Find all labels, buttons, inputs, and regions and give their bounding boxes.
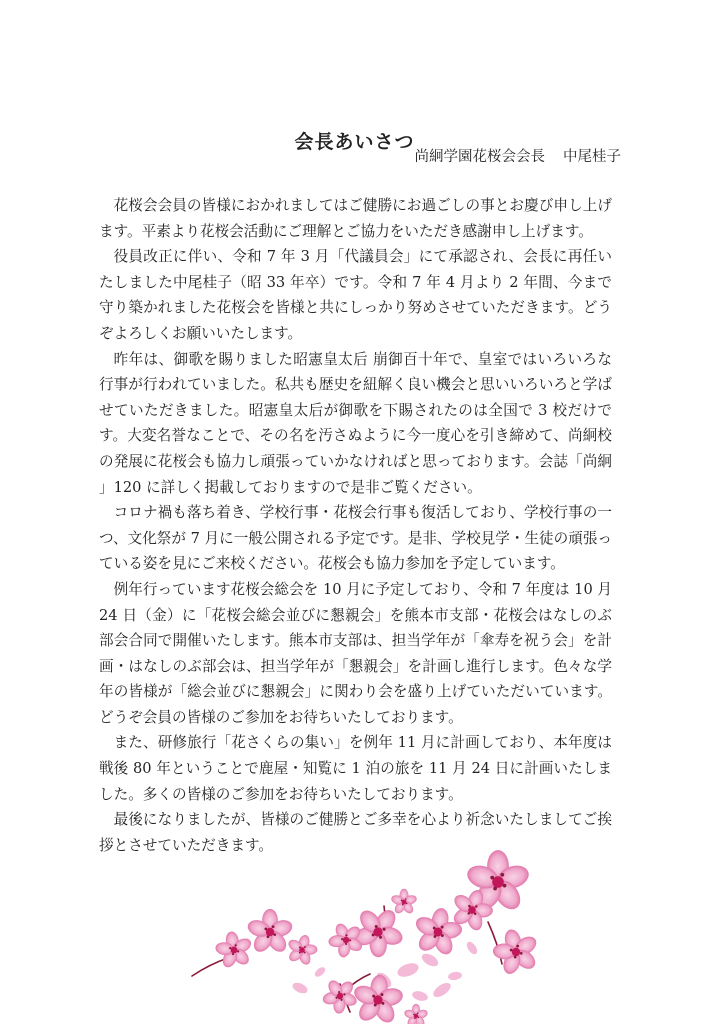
paragraph: 役員改正に伴い、令和 7 年 3 月「代議員会」にて承認され、会長に再任いたしました中尾桂子（昭 33 年卒）です。令和 7 年 4 月より 2 年間、今まで守り築かれました花桜会を皆様と共にしっかり努めさせていただきます。どうぞよろしくお願いいたします。: [99, 248, 612, 342]
paragraph: 昨年は、御歌を賜りました昭憲皇太后 崩御百十年で、皇室ではいろいろな行事が行われていました。私共も歴史を紐解く良い機会と思いいろいろと学ばせていただきました。昭憲皇太后が御歌を下賜されたのは全国で 3 校だけです。大変名誉なことで、その名を汚さぬように今一度心を引き締めて、尚絅校の発展に花桜会も協力し頑張っていかなければと思っております。会誌「尚絅」120 に詳しく掲載しておりますので是非ご覧ください。: [99, 350, 612, 496]
author-name: 中尾桂子: [563, 149, 621, 165]
paragraph: 花桜会会員の皆様におかれましてはご健勝にお過ごしの事とお慶び申し上げます。平素より花桜会活動にご理解とご協力をいただき感謝申し上げます。: [99, 197, 612, 240]
cherry-blossom-icon: [211, 850, 540, 1024]
page-title: 会長あいさつ: [294, 130, 415, 153]
author-line: [415, 147, 622, 167]
paragraph: 例年行っています花桜会総会を 10 月に予定しており、令和 7 年度は 10 月 24 日（金）に「花桜会総会並びに懇親会」を熊本市支部・花桜会はなしのぶ部会合同で開催いたします。熊本市支部は、担当学年が「傘寿を祝う会」を計画・はなしのぶ部会は、担当学年が「懇親会」を計画し進行します。色々な学年の皆様が「総会並びに懇親会」に関わり会を盛り上げていただいています。どうぞ会員の皆様のご参加をお待ちいたしております。: [99, 580, 612, 726]
author-affiliation: 尚絅学園花桜会会長: [414, 149, 545, 165]
paragraph: また、研修旅行「花さくらの集い」を例年 11 月に計画しており、本年度は戦後 80 年ということで鹿屋・知覧に 1 泊の旅を 11 月 24 日に計画いたしました。多くの皆様のご参加をお待ちいたしております。: [99, 734, 612, 803]
greeting-body: [99, 193, 612, 858]
paragraph: 最後になりましたが、皆様のご健勝とご多幸を心より祈念いたしましてご挨拶とさせていただきます。: [99, 811, 612, 854]
paragraph: コロナ禍も落ち着き、学校行事・花桜会行事も復活しており、学校行事の一つ、文化祭が 7 月に一般公開される予定です。是非、学校見学・生徒の頑張っている姿を見にご来校ください。花桜会も協力参加を予定しています。: [99, 504, 613, 573]
cherry-blossom-decoration: [180, 840, 540, 1024]
